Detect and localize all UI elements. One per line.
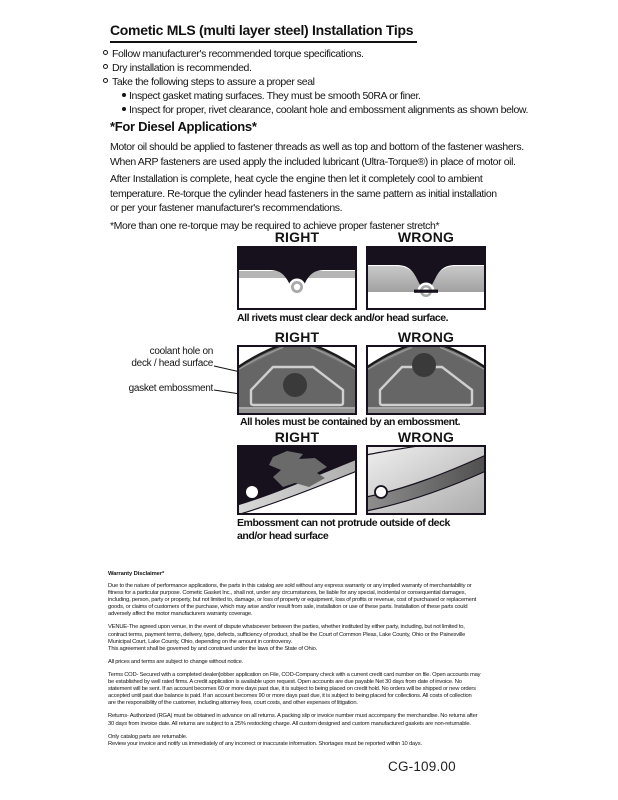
- coolant-hole-right-diagram: [237, 345, 357, 415]
- diesel-paragraph-2: After Installation is complete, heat cycle the engine then let it completely cool to ambient temperature. Re-torque the cylinder head fasteners in the same pattern as initial installation or per your fastener manufacturer's recommendations.: [110, 173, 497, 214]
- warranty-disclaimer-heading: Warranty Disclaimer*: [108, 571, 165, 577]
- circle-bullet-icon: [103, 78, 108, 83]
- list-item: [103, 89, 528, 103]
- list-item: [103, 61, 528, 75]
- warranty-disclaimer-section: [108, 571, 512, 754]
- dot-bullet-icon: [122, 107, 126, 111]
- right-label: RIGHT: [274, 329, 320, 345]
- bolt-hole-icon: [246, 486, 258, 498]
- venue-paragraph: VENUE-The agreed upon venue, in the event of dispute whatsoever between the parties, whether instituted by either party, including, but not limited to, contract terms, payment terms, delivery, type, defects, sufficiency of product, shall be the Court of Common Pleas, Lake County, Ohio or the Painesville Municipal Court, Lake County, Ohio, depending on the amount in controversy.: [108, 624, 466, 645]
- circle-bullet-icon: [103, 64, 108, 69]
- rivet-wrong-diagram: [366, 246, 486, 310]
- coolant-hole-icon: [412, 353, 436, 377]
- rivet-right-diagram: [237, 246, 357, 310]
- list-item-text: Take the following steps to assure a proper seal: [112, 76, 315, 88]
- warranty-paragraph: Due to the nature of performance applications, the parts in this catalog are sold without any express warranty or any implied warranty of merchantability or fitness for a particular purpose. Cometic Gasket Inc., shall not, under any circumstances, be liable for any special, incidental or consequential damages, including, person, party or property, but not limited to, damage, or loss of property or equipment, loss of profits or revenue, cost of purchased or replacement goods, or claims of customers of the purchase, which may arise and/or result from sale, installation or use of these parts. Installation of these parts could adversely affect the motor manufacturers warranty coverage.: [108, 583, 477, 618]
- list-item: [103, 75, 528, 89]
- governing-law-line: This agreement shall be governed by and construed under the laws of the State of Ohio.: [108, 645, 318, 652]
- embossment-right-diagram: [237, 445, 357, 515]
- retorque-note: *More than one re-torque may be required to achieve proper fastener stretch*: [110, 220, 440, 232]
- wrong-label: WRONG: [397, 329, 455, 345]
- wrong-label: WRONG: [397, 229, 455, 245]
- prices-line: All prices and terms are subject to change without notice.: [108, 658, 244, 665]
- list-item: [103, 47, 528, 61]
- returns-paragraph: Returns- Authorized (RGA) must be obtained in advance on all returns. A packing slip or invoice number must accompany the merchandise. No returns after 30 days from invoice date. All returns are subject to a 25% restocking charge. All custom designed and custom manufactured gaskets are non-returnable.: [108, 713, 478, 727]
- gasket-embossment-callout: gasket embossment: [128, 383, 213, 394]
- list-item-text: Inspect for proper, rivet clearance, coolant hole and embossment alignments as shown below.: [129, 104, 529, 116]
- list-item-text: Inspect gasket mating surfaces. They must be smooth 50RA or finer.: [129, 90, 421, 102]
- terms-paragraph: Terms COD- Secured with a completed dealer/jobber application on File, COD-Company check with a current credit card number on file. Open accounts may be established by well rated firms. A credit application is available upon request. Open accounts are due payable Net 30 days from date of invoice. No statement will be sent. If an account becomes 60 or more days past due, it is subject to being placed on credit hold. No orders will be shipped or new orders accepted until past due balance is paid. If an account becomes 90 or more days past due, it is subject to being placed for collections. All costs of collection are the responsibility of the customer, including attorney fees, court costs, and other expenses of litigation.: [108, 671, 481, 707]
- coolant-hole-icon: [283, 373, 307, 397]
- circle-bullet-icon: [103, 50, 108, 55]
- wrong-label: WRONG: [397, 429, 455, 445]
- review-invoice-line: Review your invoice and notify us immediately of any incorrect or inaccurate information. Shortages must be reported within 10 days.: [108, 740, 422, 747]
- diesel-applications-heading: *For Diesel Applications*: [110, 119, 257, 134]
- coolant-hole-wrong-diagram: [366, 345, 486, 415]
- right-label: RIGHT: [274, 229, 320, 245]
- embossment-wrong-diagram: [366, 445, 486, 515]
- list-item: [103, 103, 528, 117]
- embossment-caption: Embossment can not protrude outside of deck and/or head surface: [237, 517, 450, 542]
- installation-tips-list: [103, 47, 528, 117]
- rivet-caption: All rivets must clear deck and/or head surface.: [237, 312, 449, 324]
- page-code: CG-109.00: [388, 759, 456, 774]
- diesel-paragraph-1: Motor oil should be applied to fastener threads as well as top and bottom of the fastener washers. When ARP fasteners are used apply the included lubricant (Ultra-Torque®) in place of motor oil.: [110, 141, 524, 168]
- dot-bullet-icon: [122, 93, 126, 97]
- list-item-text: Dry installation is recommended.: [112, 62, 252, 74]
- page-title: Cometic MLS (multi layer steel) Installation Tips: [110, 22, 417, 43]
- catalog-returnable-line: Only catalog parts are returnable.: [108, 733, 188, 740]
- coolant-hole-callout: coolant hole on deck / head surface: [131, 346, 213, 369]
- coolant-hole-caption: All holes must be contained by an embossment.: [240, 416, 461, 428]
- list-item-text: Follow manufacturer's recommended torque specifications.: [112, 48, 364, 60]
- bolt-hole-icon: [375, 486, 387, 498]
- right-label: RIGHT: [274, 429, 320, 445]
